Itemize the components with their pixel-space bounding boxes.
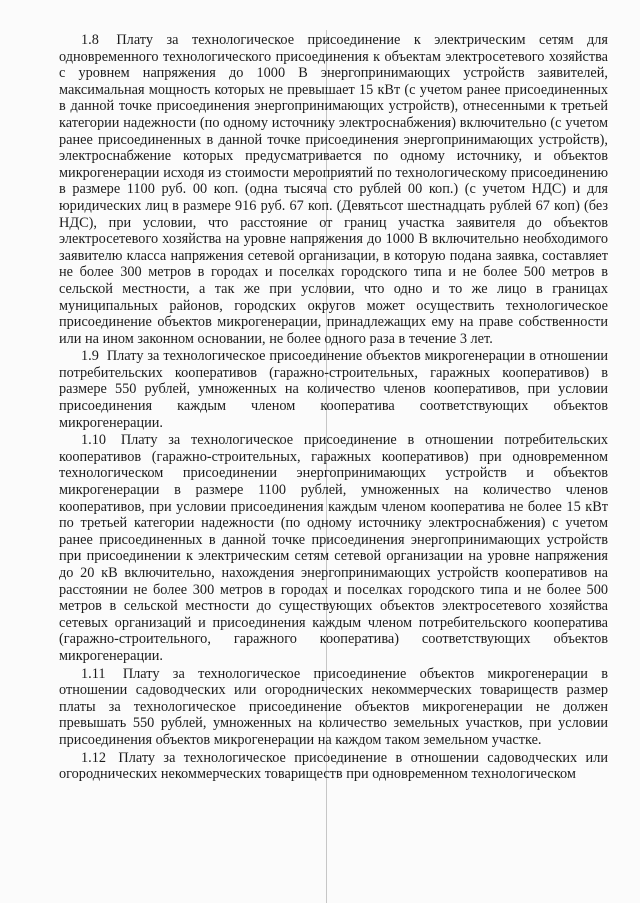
paragraph-1-11 (59, 666, 608, 749)
paragraph-1-12 (59, 750, 608, 783)
paragraph-1-8 (59, 32, 608, 347)
paragraph-text: Плату за технологическое присоединение объектов микрогенерации в отношении садоводческих или огороднических некоммерческих товариществ размер платы за технологическое присоединение объектов микрогенерации не должен превышать 550 рублей, умноженных на количество земельных участков, при условии присоединения объектов микрогенерации на каждом таком земельном участке. (59, 665, 608, 748)
paragraph-text: Плату за технологическое присоединение в отношении садоводческих или огороднических некоммерческих товариществ при одновременном технологическом (59, 749, 608, 783)
document-body (59, 32, 608, 784)
paragraph-1-9 (59, 348, 608, 431)
paragraph-text: Плату за технологическое присоединение в отношении потребительских кооперативов (гаражно-строительных, гаражных кооперативов) при одновременном технологическом присоединении энергопринимающих устройств и объектов микрогенерации в размере 1100 рублей, умноженных на количество членов кооперативов, при условии присоединения каждым членом кооператива не более 15 кВт по третьей категории надежности (по одному источнику электроснабжения) с учетом ранее присоединенных в данной точке присоединения энергопринимающих устройств при присоединении к электрическим сетям сетевой организации на уровне напряжения до 20 кВ включительно, нахождения энергопринимающих устройств кооперативов на расстоянии не более 300 метров в городах и поселках городского типа и не более 500 метров в сельской местности до существующих объектов электросетевого хозяйства сетевых организаций и присоединения каждым членом потребительского кооператива (гаражно-строительного, гаражного кооператива) соответствующих объектов микрогенерации. (59, 432, 609, 664)
paragraph-number: 1.11 (81, 665, 106, 682)
paragraph-text: Плату за технологическое присоединение объектов микрогенерации в отношении потребительских кооперативов (гаражно-строительных, гаражных кооперативов) в размере 550 рублей, умноженных на количество членов кооперативов, при условии присоединения каждым членом кооператива соответствующих объектов микрогенерации. (59, 348, 608, 431)
paragraph-number: 1.12 (81, 749, 107, 766)
paragraph-1-10 (59, 432, 608, 664)
paragraph-number: 1.8 (81, 32, 99, 48)
paragraph-text: Плату за технологическое присоединение к электрическим сетям для одновременного технологического присоединения к объектам электросетевого хозяйства с уровнем напряжения до 1000 В энергопринимающих устройств заявителей, максимальная мощность которых не превышает 15 кВт (с учетом ранее присоединенных в данной точке присоединения энергопринимающих устройств), отнесенными к третьей категории надежности (по одному источнику электроснабжения) включительно (с учетом ранее присоединенных в данной точке присоединения энергопринимающих устройств), электроснабжение которых предусматривается по одному источнику, и объектов микрогенерации исходя из стоимости мероприятий по технологическому присоединению в размере 1100 руб. 00 коп. (одна тысяча сто рублей 00 коп.) (с учетом НДС) и для юридических лиц в размере 916 руб. 67 коп. (Девятьсот шестнадцать рублей 67 коп) (без НДС), при условии, что расстояние от границ участка заявителя до объектов электросетевого хозяйства на уровне напряжения до 1000 В включительно необходимого заявителю класса напряжения сетевой организации, в которую подана заявка, составляет не более 300 метров в городах и поселках городского типа и не более 500 метров в сельской местности, а так же при условии, что одно и то же лицо в границах муниципальных районов, городских округов может осуществить технологическое присоединение объектов микрогенерации, принадлежащих ему на праве собственности или на ином законном основании, не более одного раза в течение 3 лет. (59, 32, 608, 347)
paragraph-number: 1.9 (81, 348, 99, 365)
paragraph-number: 1.10 (81, 432, 107, 449)
